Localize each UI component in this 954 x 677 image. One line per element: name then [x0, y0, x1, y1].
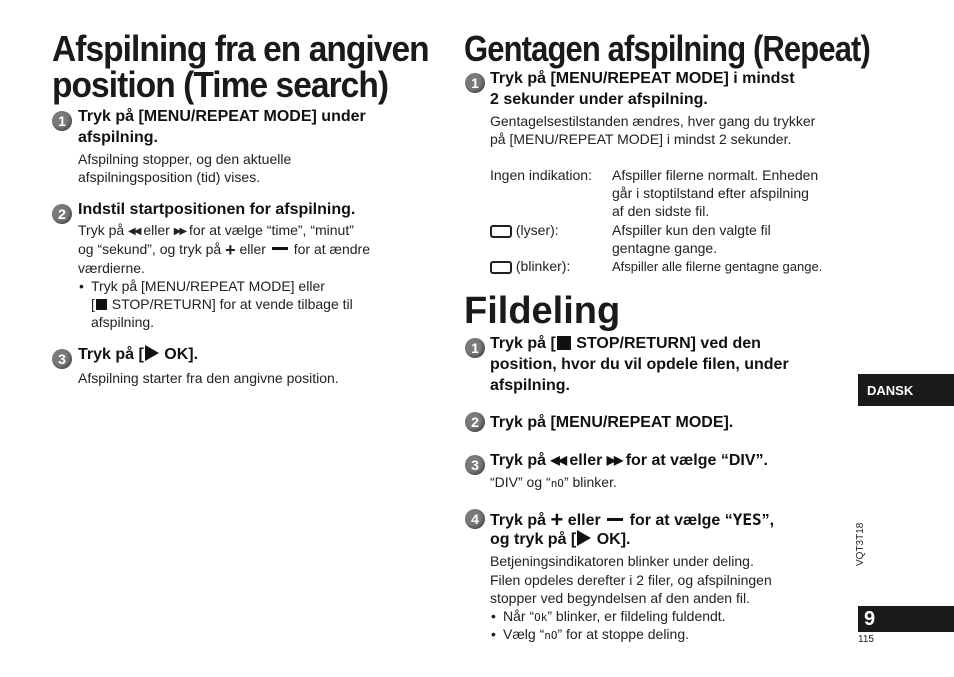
f4-b1-a: Når “: [503, 608, 535, 624]
repeat-row2-line1: Afspiller kun den valgte fil: [612, 222, 771, 238]
f1-heading-line1: [490, 333, 761, 354]
repeat-row2-label: (lyser):: [515, 222, 559, 238]
skip-back-icon: ◀◀: [550, 453, 565, 467]
segment-ok-display: Ok: [534, 611, 548, 624]
f1-heading-line2: position, hvor du vil opdele filen, under: [490, 356, 789, 373]
step2-bullet-line1: Tryk på [MENU/REPEAT MODE] eller: [91, 278, 325, 294]
step3-heading: [78, 344, 198, 365]
bracket-open: [: [91, 296, 95, 312]
f1-heading-line3: afspilning.: [490, 377, 570, 394]
f1-b: STOP/RETURN] ved den: [576, 335, 761, 352]
f4-a: Tryk på: [490, 512, 547, 529]
f4-bullet1: [503, 607, 726, 627]
f3-a: Tryk på: [490, 452, 547, 469]
repeat-row2-line2: gentagne gange.: [612, 240, 718, 256]
step2-text-line1: [78, 221, 354, 241]
step2-bullet-line2: [91, 295, 353, 313]
repeat-blink-icon: [490, 261, 512, 274]
repeat-row2-label-wrap: [490, 221, 559, 239]
f3-text-b: ” blinker.: [563, 474, 617, 490]
left-title-line2: position (Time search): [52, 64, 389, 105]
step1-heading-line2: afspilning.: [78, 129, 158, 146]
f4-b1-b: ” blinker, er fildeling fuldendt.: [547, 608, 726, 624]
f4-l2b: OK].: [596, 531, 631, 548]
f3-b: eller: [569, 452, 603, 469]
plus-icon: +: [225, 240, 236, 260]
minus-icon: [272, 247, 288, 250]
f1-a: Tryk på [: [490, 335, 556, 352]
repeat-icon: [490, 225, 512, 238]
step1-text-line1: Afspilning stopper, og den aktuelle: [78, 151, 292, 167]
f4-bullet2: [503, 625, 689, 645]
step-number-2: 2: [52, 204, 72, 224]
language-tab: DANSK: [858, 374, 954, 406]
step-number-1: 1: [52, 111, 72, 131]
f4-d: ”,: [761, 512, 775, 529]
r1-text-line2: på [MENU/REPEAT MODE] i mindst 2 sekunder.: [490, 131, 792, 147]
f4-l2a: og tryk på [: [490, 531, 577, 548]
play-icon: [577, 530, 591, 546]
stop-icon: [557, 336, 571, 350]
stop-icon: [96, 299, 107, 310]
r1-heading-line2: 2 sekunder under afspilning.: [490, 91, 708, 108]
segment-no-display: nO: [544, 629, 558, 642]
f3-text-a: “DIV” og “: [490, 474, 551, 490]
step2-text-line2: [78, 240, 370, 259]
repeat-row1-line3: af den sidste fil.: [612, 203, 710, 219]
f4-text-line1: Betjeningsindikatoren blinker under deling.: [490, 553, 754, 569]
repeat-row3-line1: Afspiller alle filerne gentagne gange.: [612, 259, 823, 274]
r1-text-line1: Gentagelsestilstanden ændres, hver gang du trykker: [490, 113, 816, 129]
repeat-row1-label: Ingen indikation:: [490, 167, 592, 183]
f4-b2-b: ” for at stoppe deling.: [557, 626, 690, 642]
step-number-f3: 3: [465, 455, 485, 475]
step2-text-line3: værdierne.: [78, 260, 145, 276]
r1-heading-line1: Tryk på [MENU/REPEAT MODE] i mindst: [490, 70, 795, 87]
step-number-r1: 1: [465, 73, 485, 93]
f3-heading: [490, 450, 768, 471]
step2-l2a: og “sekund”, og tryk på: [78, 241, 222, 257]
f4-c: for at vælge “: [629, 512, 733, 529]
segment-yes-display: YES: [732, 510, 762, 529]
skip-back-icon: ◀◀: [128, 226, 140, 237]
repeat-row1-line1: Afspiller filerne normalt. Enheden: [612, 167, 819, 183]
play-icon: [145, 345, 159, 361]
f4-heading-line2: [490, 529, 630, 550]
f4-heading-line1: [490, 509, 774, 531]
step3-a: Tryk på [: [78, 346, 144, 363]
segment-no-display: nO: [550, 477, 564, 490]
f3-c: for at vælge “DIV”.: [625, 452, 768, 469]
step2-l2b: eller: [239, 241, 266, 257]
left-title-line1: Afspilning fra en angiven: [52, 28, 429, 69]
step2-bullet-l2b: STOP/RETURN] for at vende tilbage til: [111, 296, 353, 312]
f4-text-line2: Filen opdeles derefter i 2 filer, og afspilningen: [490, 572, 772, 588]
bullet-dot: •: [79, 278, 84, 294]
step1-text-line2: afspilningsposition (tid) vises.: [78, 169, 261, 185]
skip-forward-icon: ▶▶: [606, 453, 622, 467]
step-number-f1: 1: [465, 338, 485, 358]
page-number-small: 115: [858, 634, 874, 645]
skip-forward-icon: ▶▶: [173, 226, 186, 237]
step-number-3: 3: [52, 349, 72, 369]
f4-b2-a: Vælg “: [503, 626, 545, 642]
step2-l2c: for at ændre: [293, 241, 370, 257]
f4-b: eller: [567, 512, 601, 529]
step-number-f2: 2: [465, 412, 485, 432]
step-number-f4: 4: [465, 509, 485, 529]
step2-heading: Indstil startpositionen for afspilning.: [78, 201, 356, 218]
repeat-row3-label-wrap: [490, 257, 570, 275]
bullet-dot: •: [491, 608, 496, 624]
plus-icon: +: [550, 507, 564, 532]
step2-l1b: eller: [143, 222, 170, 238]
f3-text: [490, 473, 617, 493]
step2-l1c: for at vælge “time”, “minut”: [188, 222, 354, 238]
step3-b: OK].: [164, 346, 199, 363]
step2-l1a: Tryk på: [78, 222, 125, 238]
minus-icon: [607, 518, 623, 521]
right-title-fildeling: Fildeling: [464, 290, 621, 332]
page-number: 9: [858, 606, 954, 632]
f4-text-line3: stopper ved begyndelsen af den anden fil.: [490, 590, 750, 606]
repeat-row1-line2: går i stoptilstand efter afspilning: [612, 185, 809, 201]
right-title-repeat: Gentagen afspilning (Repeat): [464, 28, 870, 69]
document-code: VQT3T18: [855, 522, 866, 566]
step3-text: Afspilning starter fra den angivne position.: [78, 370, 339, 386]
bullet-dot: •: [491, 626, 496, 642]
step2-bullet-line3: afspilning.: [91, 314, 155, 330]
step1-heading-line1: Tryk på [MENU/REPEAT MODE] under: [78, 108, 366, 125]
f2-heading: Tryk på [MENU/REPEAT MODE].: [490, 414, 734, 431]
repeat-row3-label: (blinker):: [515, 258, 571, 274]
